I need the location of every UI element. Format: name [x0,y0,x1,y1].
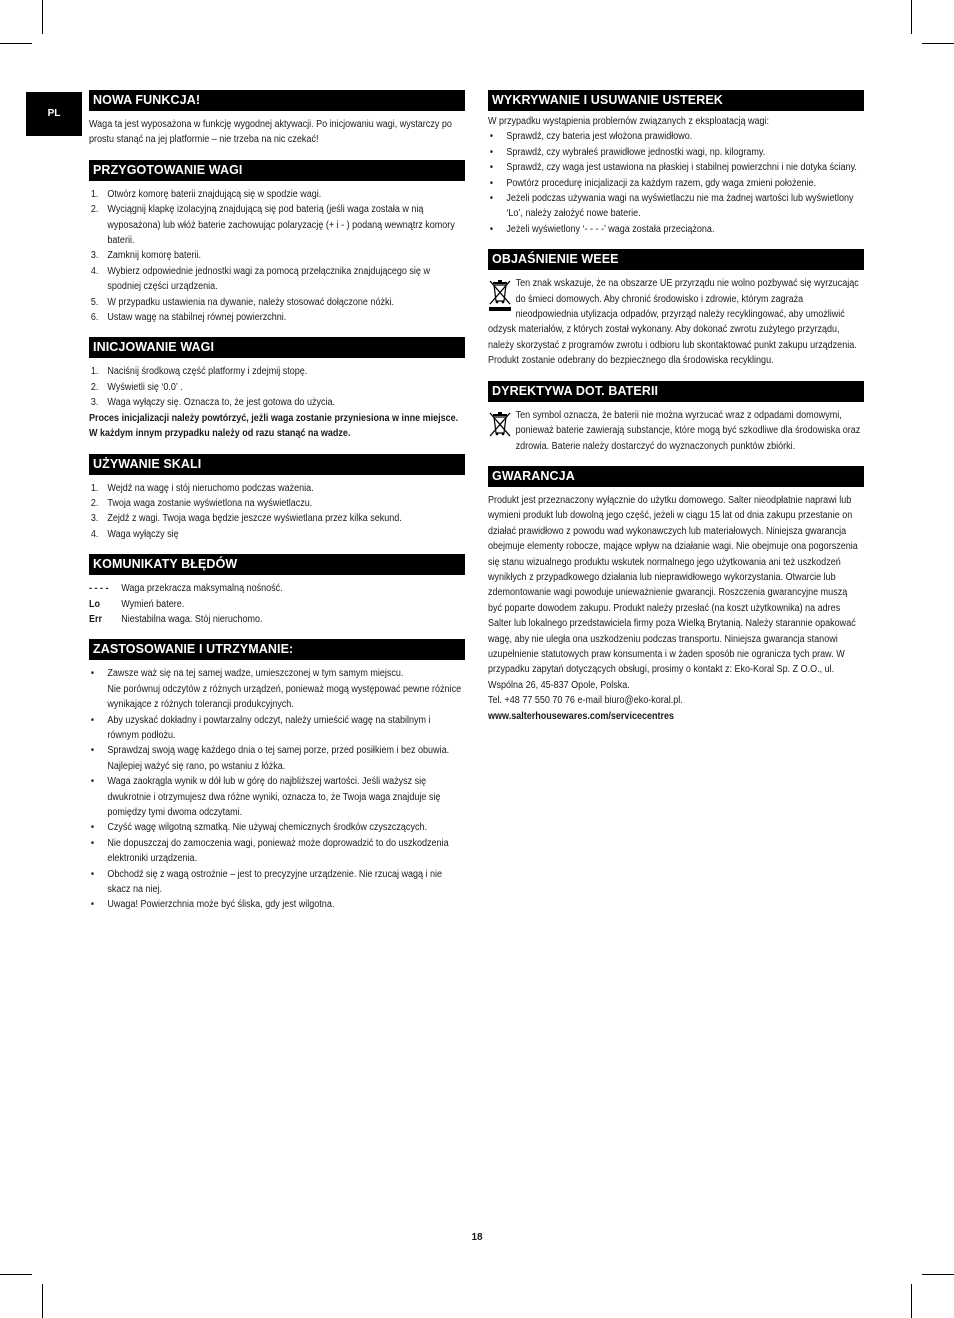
list-marker: 2. [90,381,99,393]
section-use-and-care [89,639,465,913]
list-marker: 2. [90,204,99,216]
list-item-text: Uwaga! Powierzchnia może być śliska, gdy jest wilgotna. [107,899,335,911]
list-item-text: Nie dopuszczaj do zamoczenia wagi, ponieważ może doprowadzić to do uszkodzenia elektroniki urządzenia. [107,837,449,865]
list-marker: 5. [90,296,99,308]
section-text: Ten znak wskazuje, że na obszarze UE przyrządu nie wolno pozbywać się wyrzucając do śmieci domowych. Aby chronić środowisko i zdrowie, którym zagraża nieodpowiednia utylizacja odpadów, przyrząd należy recyklingować, aby umożliwić odzysk materiałów, z których został wykonany. Aby dokonać zwrotu zużytego przyrządu, należy skorzystać z programów zwrotu i odbioru lub skontaktować punkt zakupu urządzenia. Produkt zostanie odebrany do bezpiecznego dla środowiska recyklingu. [488,278,859,367]
list-item [89,395,464,410]
list-item-text: W przypadku ustawienia na dywanie, należy stosować dołączone nóżki. [107,296,394,308]
list-item-text: Jeżeli podczas używania wagi na wyświetlaczu nie ma żadnej wartości lub wyświetlony ‘Lo’, należy założyć nowe baterie. [506,193,854,220]
list-marker: • [90,714,95,726]
list-item [488,145,863,160]
list-item-text: Sprawdź, czy waga jest ustawiona na płaskiej i stabilnej powierzchni i nie dotyka ściany. [506,162,857,174]
error-text: Wymień batere. [121,598,185,610]
list-item-text: Wyświetli się ‘0.0’ . [107,381,183,393]
list-item-text: Aby uzyskać dokładny i powtarzalny odczyt, należy umieścić wagę na stabilnym i równym podłożu. [107,714,431,741]
list-item-text: Zejdź z wagi. Twoja waga będzie jeszcze wyświetlana przez kilka sekund. [107,513,402,525]
section-warranty [488,466,864,724]
numbered-list [89,187,464,326]
weee-block [488,276,864,368]
list-item [488,129,863,144]
list-item [89,380,464,395]
list-item [89,713,464,744]
section-initialization [89,337,465,441]
list-item [89,774,464,820]
crop-mark [922,43,954,44]
list-item-text: Ustaw wagę na stabilnej równej powierzchni. [107,312,287,324]
list-marker: • [90,668,95,680]
section-weee [488,249,864,368]
error-row [89,581,497,596]
crop-mark [922,1274,954,1275]
list-item-text: Waga wyłączy się [107,528,179,540]
crop-mark [42,1284,43,1318]
numbered-list [89,481,464,543]
list-item [488,160,863,175]
list-item [89,202,464,248]
list-marker: • [489,223,494,235]
section-title: KOMUNIKATY BŁĘDÓW [89,554,465,575]
list-item [89,820,464,835]
section-intro: W przypadku wystąpienia problemów związanych z eksploatacją wagi: [488,116,770,127]
page-number: 18 [471,1232,483,1243]
numbered-list [89,364,464,410]
section-title: PRZYGOTOWANIE WAGI [89,160,465,181]
section-title: DYREKTYWA DOT. BATERII [488,381,864,402]
section-title: WYKRYWANIE I USUWANIE USTEREK [488,90,864,111]
error-code: Err [89,613,103,625]
list-item-text: Waga zaokrągla wynik w dół lub w górę do najbliższej wartości. Jeśli ważysz się dwukrotnie i otrzymujesz dwa różne wyniki, oznacza to, że Twoja waga znajduje się pomiędzy tymi dwoma odczytami. [107,776,441,818]
list-item [89,836,464,867]
list-item-text: Zamknij komorę baterii. [107,250,202,262]
list-item [89,187,464,202]
list-item-text: Waga wyłączy się. Oznacza to, że jest gotowa do użycia. [107,397,335,409]
section-using-scale [89,454,465,543]
list-marker: 1. [90,188,99,200]
error-code: Lo [89,598,101,610]
crop-mark [911,1284,912,1318]
language-tab: PL [26,92,82,136]
section-title: UŻYWANIE SKALI [89,454,465,475]
section-title: INICJOWANIE WAGI [89,337,465,358]
list-item [89,248,464,263]
list-marker: 1. [90,366,99,378]
list-item [488,176,863,191]
list-item-text: Jeżeli wyświetlony ‘- - - -’ waga została przeciążona. [506,223,715,235]
list-marker: • [90,837,95,849]
crop-mark [911,0,912,34]
list-marker: • [90,899,95,911]
list-marker: • [489,162,494,174]
list-item [89,496,464,511]
list-item-text: Sprawdź, czy bateria jest włożona prawidłowo. [506,131,693,143]
list-item [488,222,863,237]
crop-mark [0,1274,32,1275]
list-marker: 3. [90,513,99,525]
list-item-text: Powtórz procedurę inicjalizacji za każdym razem, gdy waga zmieni położenie. [506,177,816,189]
list-item-text: Czyść wagę wilgotną szmatką. Nie używaj chemicznych środków czyszczących. [107,822,427,834]
list-marker: • [489,177,494,189]
error-row [89,597,497,612]
list-item [488,191,863,222]
section-title: OBJAŚNIENIE WEEE [488,249,864,270]
section-title: NOWA FUNKCJA! [89,90,465,111]
list-marker: 4. [90,265,99,277]
list-marker: • [90,776,95,788]
list-marker: • [90,822,95,834]
list-item [89,511,464,526]
list-item-text: Naciśnij środkową część platformy i zdejmij stopę. [107,366,308,378]
right-column [488,90,864,734]
bold-note: Proces inicjalizacji należy powtórzyć, jeżli waga zostanie przyniesiona w inne miejsce. W każdym innym przypadku należy od razu stanąć na wadze. [89,412,459,440]
error-code: - - - - [89,583,109,595]
section-new-feature [89,90,465,148]
list-item-text: Zawsze waż się na tej samej wadze, umieszczonej w tym samym miejscu. [107,668,404,680]
battery-block [488,408,864,454]
section-text: Waga ta jest wyposażona w funkcję wygodnej aktywacji. Po inicjowaniu wagi, wystarczy po prostu stanąć na jej platformie – nie trzeba na nic czekać! [89,119,452,146]
left-column [89,90,465,923]
warranty-contact: Tel. +48 77 550 70 76 e-mail biuro@eko-koral.pl. [488,695,683,707]
list-marker: 6. [90,312,99,324]
list-item-text: Wybierz odpowiednie jednostki wagi za pomocą przełącznika znajdującego się w spodniej części urządzenia. [107,265,430,293]
section-preparation [89,160,465,326]
section-battery-directive [488,381,864,454]
list-item-text-extra: Nie porównuj odczytów z różnych urządzeń, ponieważ mogą występować pewne różnice wynikające z różnych tolerancji produkcyjnych. [107,683,462,711]
section-text: Ten symbol oznacza, że baterii nie można wyrzucać wraz z odpadami domowymi, ponieważ baterie zawierają substancje, które mogą być szkodliwe dla środowiska oraz zdrowia. Baterie należy dostarczyć do wyznaczonych punktów zbiórki. [515,409,861,452]
list-item-text: Obchodź się z wagą ostrożnie – jest to precyzyjne urządzenie. Nie rzucaj wagą i nie skacz na niej. [107,868,443,896]
list-marker: • [489,131,494,143]
section-error-messages [89,554,465,627]
error-text: Waga przekracza maksymalną nośność. [121,583,283,595]
list-item [89,364,464,379]
list-marker: • [489,193,494,205]
list-item [89,295,464,310]
list-item [89,743,464,774]
list-item [89,867,464,898]
list-marker: 3. [90,397,99,409]
list-item [89,481,464,496]
list-item-text: Wejdź na wagę i stój nieruchomo podczas ważenia. [107,482,314,494]
list-marker: 4. [90,528,99,540]
list-item-text: Twoja waga zostanie wyświetlona na wyświetlaczu. [107,497,313,509]
list-item-text-extra: Najlepiej ważyć się rano, po wstaniu z łóżka. [107,760,286,772]
warranty-text: Produkt jest przeznaczony wyłącznie do użytku domowego. Salter nieodpłatnie naprawi lub wymieni produkt lub dowolną jego część, jeżeli w ciągu 15 lat od dnia zakupu przestanie on działać prawidłowo z powodu wad wykonawczych lub materiałowych. Niniejsza gwarancja obejmuje elementy robocze, mające wpływ na działanie wagi. Nie obejmuje ona pogorszenia się stanu wizualnego produktu wskutek normalnego jego użytkowania ani też uszkodzeń wynikłych z przypadkowego działania lub nieprawidłowego wykorzystania. Otwarcie lub zdemontowanie wagi powoduje unieważnienie gwarancji. Roszczenia gwarancyjne muszą być poparte dowodem zakupu. Produkt należy przesłać (na koszt użytkownika) na adres Salter lub lokalnego przedstawiciela firmy poza Wielką Brytanią. Należy starannie opakować wagę, aby nie uległa ona uszkodzeniu podczas transportu. Niniejsza gwarancja stanowi uzupełnienie statutowych praw konsumenta i w żaden sposób nie ogranicza tych praw. W przypadku zapytań dotyczących obsługi, prosimy o kontakt z: Eko-Koral Sp. Z O.O., ul. Wspólna 26, 45-837 Opole, Polska. [488,494,858,691]
list-item-text: Sprawdź, czy wybrałeś prawidłowe jednostki wagi, np. kilogramy. [506,146,766,158]
list-marker: • [90,868,95,880]
crop-mark [0,43,32,44]
section-title: ZASTOSOWANIE I UTRZYMANIE: [89,639,465,660]
service-url-link[interactable]: www.salterhousewares.com/servicecentres [488,710,675,722]
error-text: Niestabilna waga. Stój nieruchomo. [121,613,263,625]
list-item [89,527,464,542]
crop-mark [42,0,43,34]
bullet-list [89,666,464,913]
bullet-list [488,129,863,237]
list-item [89,310,464,325]
list-item-text: Sprawdzaj swoją wagę każdego dnia o tej samej porze, przed posiłkiem i bez obuwia. [107,745,450,757]
section-title: GWARANCJA [488,466,864,487]
list-item-text: Wyciągnij klapkę izolacyjną znajdującą się pod baterią (jeśli waga została w nią wyposażona) lub włóż baterie zachowując polaryzację (+ i - ) podaną wewnątrz komory baterii. [107,204,455,247]
list-marker: 1. [90,482,99,494]
list-item [89,264,464,295]
list-item [89,666,464,712]
list-marker: • [489,146,494,158]
list-marker: 2. [90,497,99,509]
error-row [89,612,497,627]
list-marker: 3. [90,250,99,262]
list-item [89,897,464,912]
section-troubleshooting [488,90,864,237]
list-marker: • [90,745,95,757]
list-item-text: Otwórz komorę baterii znajdującą się w spodzie wagi. [107,188,322,200]
